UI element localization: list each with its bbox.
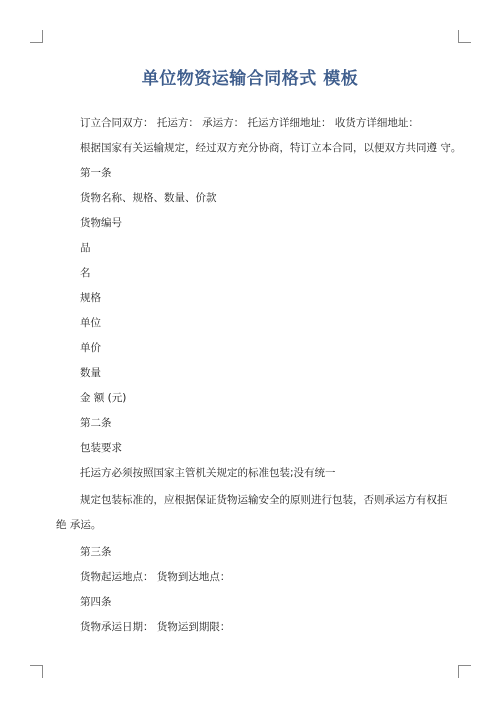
field-product-char-2: 名: [80, 267, 91, 279]
article-3-heading: 第三条: [80, 546, 112, 558]
field-amount: 金 额 (元): [80, 392, 127, 404]
field-specification: 规格: [80, 292, 101, 304]
packaging-paragraph-line-2: 规定包装标准的，应根据保证货物运输安全的原则进行包装，否则承运方有权拒: [80, 494, 448, 506]
article-1-heading: 第一条: [80, 167, 112, 179]
crop-mark-bottom-right: [458, 665, 471, 678]
field-quantity: 数量: [80, 367, 101, 379]
shipping-dates-line: 货物承运日期： 货物运到期限：: [80, 621, 231, 633]
preamble-paragraph: 根据国家有关运输规定，经过双方充分协商，特订立本合同，以便双方共同遵 守。: [80, 142, 462, 154]
article-2-heading: 第二条: [80, 417, 112, 429]
goods-description-heading: 货物名称、规格、数量、价款: [80, 192, 217, 204]
packaging-paragraph-line-1: 托运方必须按照国家主管机关规定的标准包装;没有统一: [80, 467, 336, 479]
shipping-locations-line: 货物起运地点： 货物到达地点：: [80, 571, 231, 583]
crop-mark-bottom-left: [30, 665, 43, 678]
crop-mark-top-left: [30, 30, 43, 43]
packaging-heading: 包装要求: [80, 442, 122, 454]
field-product-char-1: 品: [80, 242, 91, 254]
document-title: 单位物资运输合同格式 模板: [141, 69, 359, 89]
packaging-paragraph-line-3: 绝 承运。: [56, 519, 102, 531]
field-unit-price: 单价: [80, 342, 101, 354]
article-4-heading: 第四条: [80, 596, 112, 608]
crop-mark-top-right: [458, 30, 471, 43]
field-unit: 单位: [80, 317, 101, 329]
field-goods-number: 货物编号: [80, 217, 122, 229]
contract-parties-line: 订立合同双方： 托运方： 承运方： 托运方详细地址： 收货方详细地址：: [80, 117, 419, 129]
